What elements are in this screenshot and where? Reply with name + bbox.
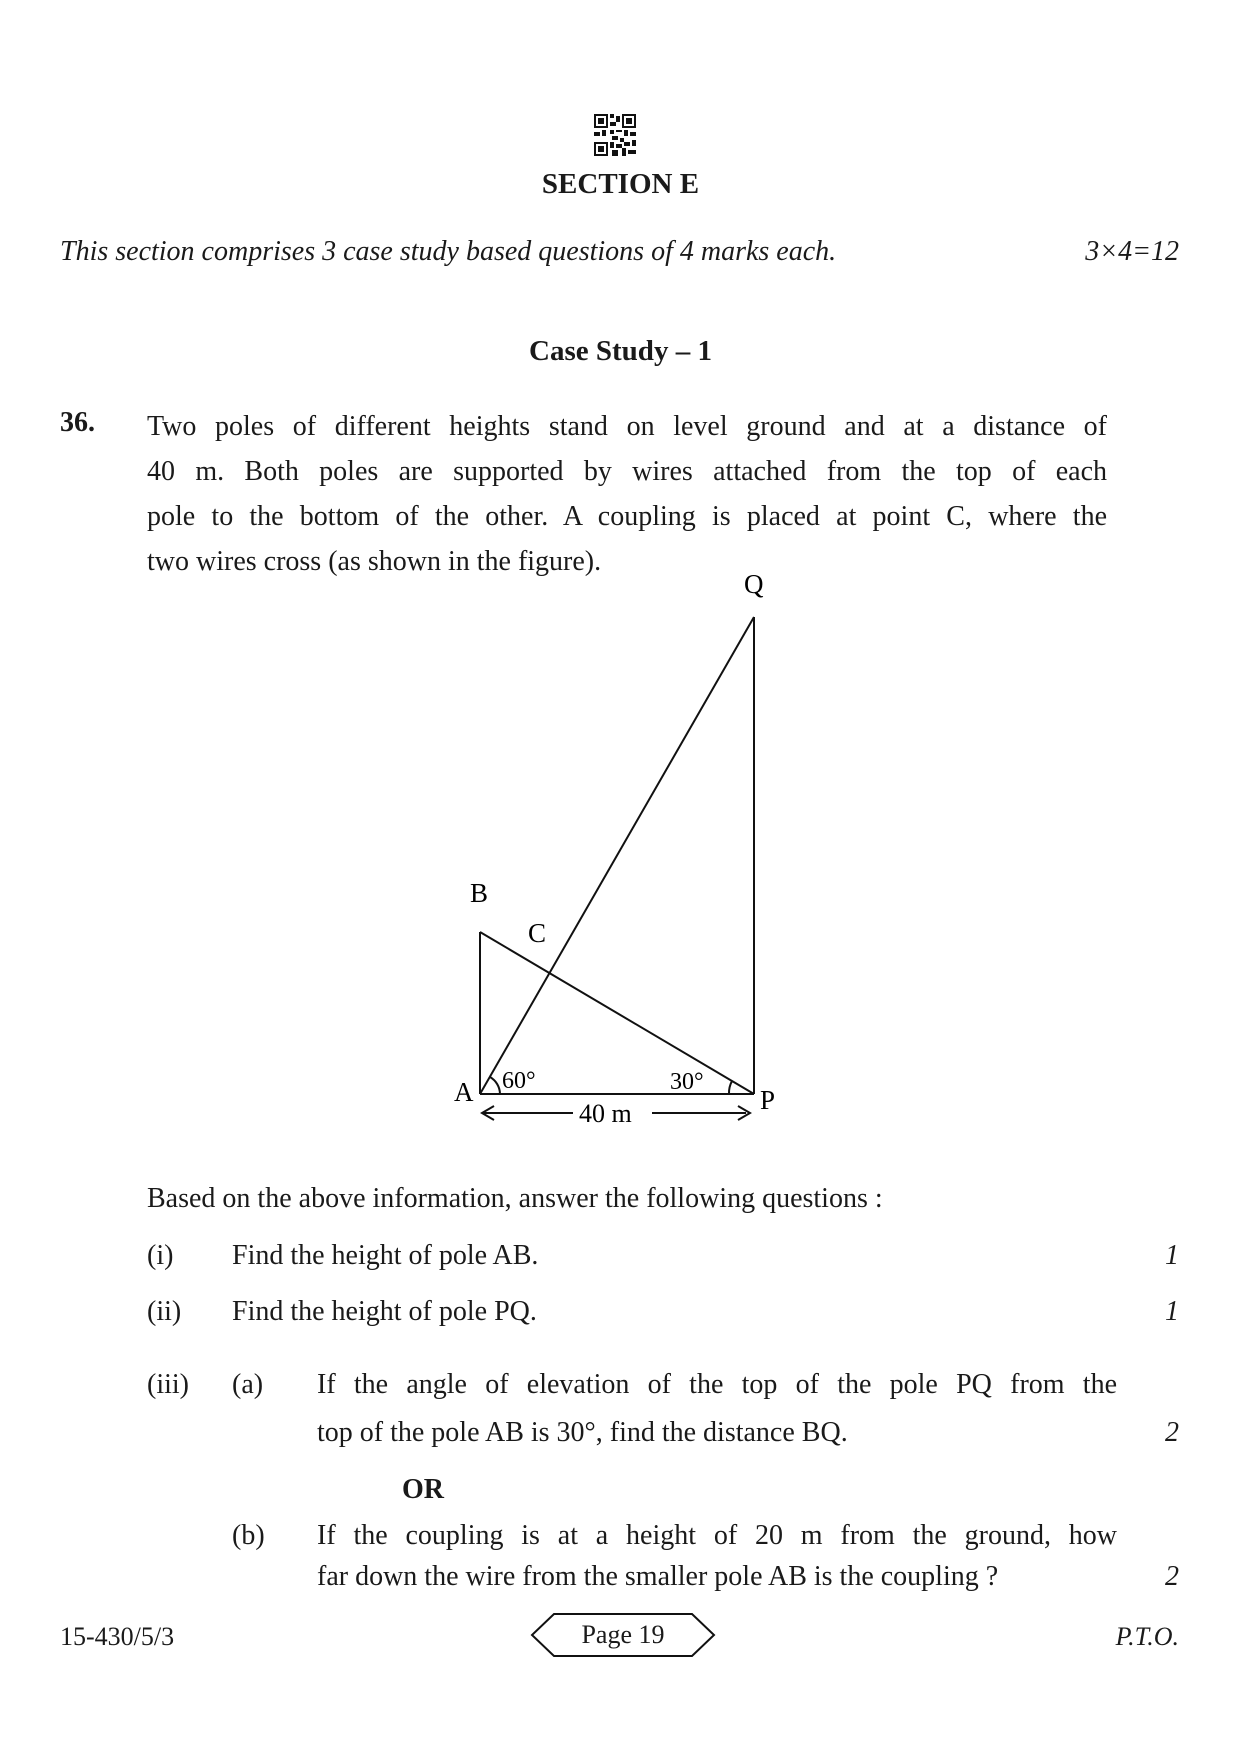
question-marks-iii-a: 2 bbox=[1165, 1417, 1179, 1448]
question-label-iii-a: (a) bbox=[232, 1369, 264, 1400]
angle-label-p: 30° bbox=[670, 1069, 704, 1095]
angle-arc-p bbox=[729, 1081, 732, 1094]
or-label: OR bbox=[402, 1474, 444, 1505]
question-text-iii-a-line2: top of the pole AB is 30°, find the distance BQ. bbox=[317, 1417, 848, 1448]
page-number: Page 19 bbox=[581, 1620, 665, 1649]
section-marks-total: 3×4=12 bbox=[1085, 236, 1179, 267]
question-number: 36. bbox=[60, 407, 95, 438]
case-study-paragraph bbox=[147, 404, 1147, 584]
paragraph-line: Two poles of different heights stand on level ground and at a distance of bbox=[147, 411, 1107, 442]
label-b: B bbox=[470, 878, 489, 908]
question-label-i: (i) bbox=[147, 1240, 174, 1271]
question-marks-iii-b: 2 bbox=[1165, 1561, 1179, 1592]
question-label-ii: (ii) bbox=[147, 1296, 182, 1327]
section-title: SECTION E bbox=[541, 168, 700, 200]
paragraph-line: pole to the bottom of the other. A coupling is placed at point C, where the bbox=[147, 501, 1107, 532]
questions-prompt: Based on the above information, answer the following questions : bbox=[147, 1183, 883, 1214]
case-study-title: Case Study – 1 bbox=[529, 335, 712, 367]
distance-label: 40 m bbox=[579, 1099, 632, 1128]
question-marks-ii: 1 bbox=[1165, 1296, 1179, 1327]
label-a: A bbox=[454, 1077, 474, 1107]
question-label-iii: (iii) bbox=[147, 1369, 189, 1400]
footer-pto: P.T.O. bbox=[1115, 1622, 1179, 1651]
poles-figure bbox=[440, 560, 810, 1130]
question-label-iii-b: (b) bbox=[232, 1520, 265, 1551]
label-c: C bbox=[528, 918, 547, 948]
page-number-badge bbox=[530, 1612, 716, 1658]
angle-arc-a bbox=[490, 1077, 500, 1094]
label-q: Q bbox=[744, 569, 764, 599]
question-text-i: Find the height of pole AB. bbox=[232, 1240, 539, 1271]
question-text-iii-b-line1: If the coupling is at a height of 20 m from the ground, how bbox=[317, 1520, 1117, 1551]
label-p: P bbox=[760, 1085, 776, 1115]
paragraph-line: two wires cross (as shown in the figure). bbox=[147, 546, 602, 577]
question-marks-i: 1 bbox=[1165, 1240, 1179, 1271]
angle-label-a: 60° bbox=[502, 1068, 536, 1094]
question-text-iii-a-line1: If the angle of elevation of the top of the pole PQ from the bbox=[317, 1369, 1117, 1400]
question-text-ii: Find the height of pole PQ. bbox=[232, 1296, 537, 1327]
footer-paper-code: 15-430/5/3 bbox=[60, 1622, 175, 1651]
question-text-iii-b-line2: far down the wire from the smaller pole AB is the coupling ? bbox=[317, 1561, 999, 1592]
qr-code-icon bbox=[594, 114, 636, 156]
section-intro: This section comprises 3 case study based questions of 4 marks each. bbox=[60, 236, 837, 267]
wire-aq bbox=[480, 617, 754, 1094]
paragraph-line: 40 m. Both poles are supported by wires attached from the top of each bbox=[147, 456, 1107, 487]
